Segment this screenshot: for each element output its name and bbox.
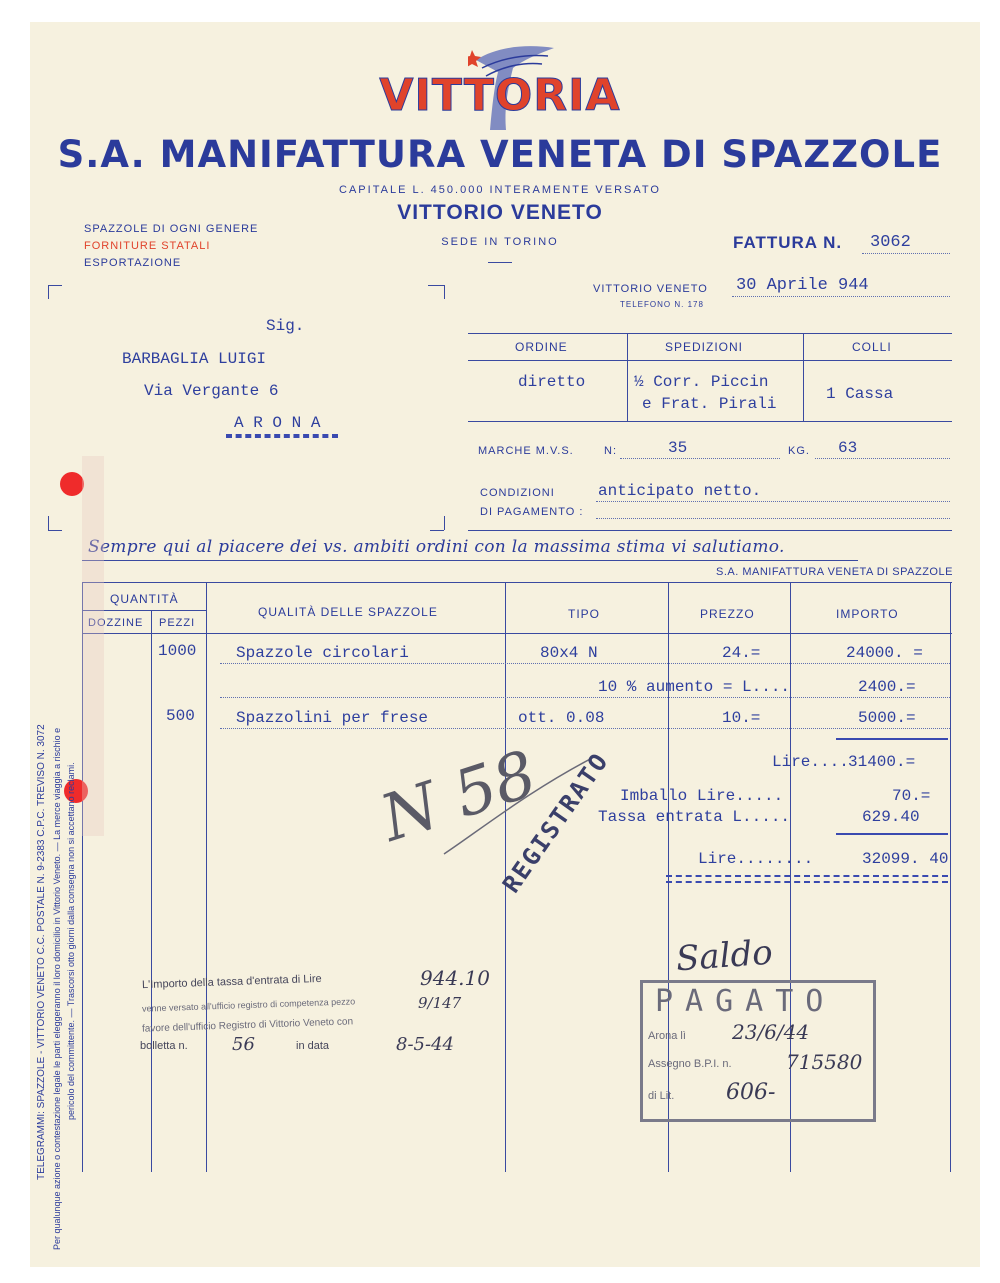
row1-prezzo: 24.= bbox=[722, 644, 761, 662]
tagline-2: FORNITURE STATALI bbox=[84, 240, 211, 252]
row1-dots bbox=[220, 663, 950, 664]
row3-desc: Spazzolini per frese bbox=[236, 709, 429, 727]
col-dozzine bbox=[151, 610, 152, 1172]
tagline-3: ESPORTAZIONE bbox=[84, 257, 182, 269]
tax-ref: 9/147 bbox=[418, 994, 462, 1012]
kg-dots bbox=[815, 458, 950, 459]
subtotal-value: 31400.= bbox=[848, 753, 916, 771]
header-dozzine: DOZZINE bbox=[88, 617, 144, 629]
colli-value: 1 Cassa bbox=[826, 385, 894, 403]
marche-label: MARCHE M.V.S. bbox=[478, 445, 574, 457]
total-value: 32099. 40 bbox=[862, 850, 949, 868]
recipient-town: A R O N A bbox=[234, 414, 321, 432]
sede-divider bbox=[488, 262, 512, 263]
pagato-title: PAGATO bbox=[655, 984, 836, 1019]
row2-importo: 2400.= bbox=[858, 678, 916, 696]
date-place: VITTORIO VENETO bbox=[593, 283, 708, 295]
side-text-legal-1: Per qualunque azione o contestazione legale le parti eleggeranno il loro domicilio in Vittorio Veneto. — La merce viaggia a rischio e bbox=[52, 727, 62, 1250]
shipping-bottom-line bbox=[468, 421, 952, 422]
invoice-number: 3062 bbox=[870, 233, 911, 252]
row3-dots bbox=[220, 728, 950, 729]
row1-pezzi: 1000 bbox=[158, 642, 197, 660]
shipping-col-1 bbox=[627, 333, 628, 421]
shipping-col-2 bbox=[803, 333, 804, 421]
condizioni-label: CONDIZIONI bbox=[480, 487, 555, 499]
side-text-legal-2: pericolo del committente. — Trascorsi otto giorni dalla consegna non si accettano reclami. bbox=[66, 762, 76, 1120]
cond-dots-1 bbox=[596, 501, 950, 502]
header-prezzo: PREZZO bbox=[700, 607, 755, 621]
capital-line: CAPITALE L. 450.000 INTERAMENTE VERSATO bbox=[339, 184, 661, 196]
handwritten-note: N 58 bbox=[372, 737, 546, 857]
row1-tipo: 80x4 N bbox=[540, 644, 598, 662]
shipping-top-line bbox=[468, 333, 952, 334]
n-dots bbox=[620, 458, 780, 459]
bolletta-number: 56 bbox=[232, 1034, 255, 1055]
total-rule bbox=[836, 833, 948, 835]
row3-importo: 5000.= bbox=[858, 709, 916, 727]
recipient-name: BARBAGLIA LUIGI bbox=[122, 350, 267, 368]
tax-date: 8-5-44 bbox=[396, 1034, 454, 1055]
corner-tr-h bbox=[428, 285, 444, 286]
conditions-bottom-line bbox=[468, 530, 952, 531]
phone-number: TELEFONO N. 178 bbox=[620, 300, 704, 309]
pagato-line-2: Assegno B.P.I. n. bbox=[648, 1058, 732, 1070]
header-ordine: ORDINE bbox=[515, 340, 568, 354]
tax-note-line-3: favore dell'ufficio Registro di Vittorio Veneto con bbox=[141, 1016, 354, 1035]
cond-dots-2 bbox=[596, 518, 950, 519]
recipient-salutation: Sig. bbox=[266, 317, 305, 335]
tassa-value: 629.40 bbox=[862, 808, 920, 826]
tax-note-line-1: L'Importo della tassa d'entrata di Lire bbox=[141, 972, 322, 992]
invoice-date: 30 Aprile 944 bbox=[736, 276, 869, 295]
row3-prezzo: 10.= bbox=[722, 709, 761, 727]
corner-bl-h bbox=[48, 530, 62, 531]
greeting-underline bbox=[82, 560, 858, 561]
corner-tl-v bbox=[48, 285, 49, 299]
corner-br-h bbox=[430, 530, 444, 531]
tape-strip bbox=[82, 456, 104, 836]
shipping-header-line bbox=[468, 360, 952, 361]
pagato-assegno: 715580 bbox=[786, 1050, 863, 1074]
side-text-telegrammi: TELEGRAMMI: SPAZZOLE - VITTORIO VENETO C.C. POSTALE N. 9-2383 C.P.C. TREVISO N. 3072 bbox=[36, 724, 47, 1180]
row3-pezzi: 500 bbox=[166, 707, 195, 725]
table-top-line bbox=[82, 582, 952, 583]
imballo-label: Imballo Lire..... bbox=[620, 787, 784, 805]
ordine-value: diretto bbox=[518, 373, 586, 391]
subtotal-label: Lire.... bbox=[772, 753, 849, 771]
signature-company: S.A. MANIFATTURA VENETA DI SPAZZOLE bbox=[716, 566, 953, 578]
tax-note-line-2: venne versato all'ufficio registro di competenza pezzo bbox=[141, 996, 356, 1014]
recipient-street: Via Vergante 6 bbox=[144, 382, 279, 400]
brand-name: VITTORIA bbox=[379, 70, 621, 121]
pagato-amount: 606- bbox=[726, 1080, 776, 1105]
tassa-label: Tassa entrata L..... bbox=[598, 808, 791, 826]
corner-tr-v bbox=[444, 285, 445, 299]
spedizioni-value-2: e Frat. Pirali bbox=[642, 395, 777, 413]
n-value: 35 bbox=[668, 439, 688, 457]
kg-label: KG. bbox=[788, 445, 810, 457]
corner-br-v bbox=[444, 516, 445, 530]
date-dots bbox=[732, 296, 950, 297]
pagato-line-1: Arona lì bbox=[648, 1030, 686, 1042]
total-label: Lire........ bbox=[698, 850, 814, 868]
registrato-stamp: REGISTRATO bbox=[497, 747, 615, 898]
pagato-line-3: di Lit. bbox=[648, 1090, 675, 1102]
invoice-number-dots bbox=[862, 253, 950, 254]
total-double-underline bbox=[666, 875, 948, 883]
n-label: N: bbox=[604, 445, 617, 457]
kg-value: 63 bbox=[838, 439, 858, 457]
tagline-1: SPAZZOLE DI OGNI GENERE bbox=[84, 223, 259, 235]
pagamento-label: DI PAGAMENTO : bbox=[480, 506, 584, 518]
imballo-value: 70.= bbox=[892, 787, 931, 805]
header-qualita: QUALITÀ DELLE SPAZZOLE bbox=[258, 605, 438, 619]
row2-aumento: 10 % aumento = L.... bbox=[598, 678, 791, 696]
city-name: VITTORIO VENETO bbox=[397, 201, 603, 224]
header-quantita: QUANTITÀ bbox=[110, 592, 179, 606]
header-importo: IMPORTO bbox=[836, 607, 899, 621]
header-spedizioni: SPEDIZIONI bbox=[665, 340, 744, 354]
header-pezzi: PEZZI bbox=[159, 617, 196, 629]
invoice-label: FATTURA N. bbox=[733, 233, 843, 252]
company-name: S.A. MANIFATTURA VENETA DI SPAZZOLE bbox=[57, 133, 943, 176]
header-tipo: TIPO bbox=[568, 607, 601, 621]
greeting-script: Sempre qui al piacere dei vs. ambiti ordini con la massima stima vi salutiamo. bbox=[88, 537, 785, 557]
row1-desc: Spazzole circolari bbox=[236, 644, 409, 662]
red-sticker-top bbox=[60, 472, 84, 496]
table-header-line bbox=[82, 633, 952, 634]
pagato-date: 23/6/44 bbox=[732, 1020, 810, 1044]
sede-line: SEDE IN TORINO bbox=[441, 236, 559, 248]
town-underline bbox=[226, 434, 338, 438]
row3-tipo: ott. 0.08 bbox=[518, 709, 605, 727]
saldo-handwritten: Saldo bbox=[674, 932, 774, 980]
corner-tl-h bbox=[48, 285, 62, 286]
tax-note-line-4: bolletta n. bbox=[140, 1040, 188, 1052]
spedizioni-value-1: ½ Corr. Piccin bbox=[634, 373, 769, 391]
row2-dots bbox=[220, 697, 950, 698]
tax-amount: 944.10 bbox=[420, 966, 490, 990]
header-colli: COLLI bbox=[852, 340, 892, 354]
row1-importo: 24000. = bbox=[846, 644, 923, 662]
tax-note-line-5: in data bbox=[296, 1040, 330, 1052]
col-pezzi bbox=[206, 582, 207, 1172]
subtotal-rule bbox=[836, 738, 948, 740]
corner-bl-v bbox=[48, 516, 49, 530]
condizioni-value: anticipato netto. bbox=[598, 482, 762, 500]
table-right-edge bbox=[950, 582, 951, 1172]
